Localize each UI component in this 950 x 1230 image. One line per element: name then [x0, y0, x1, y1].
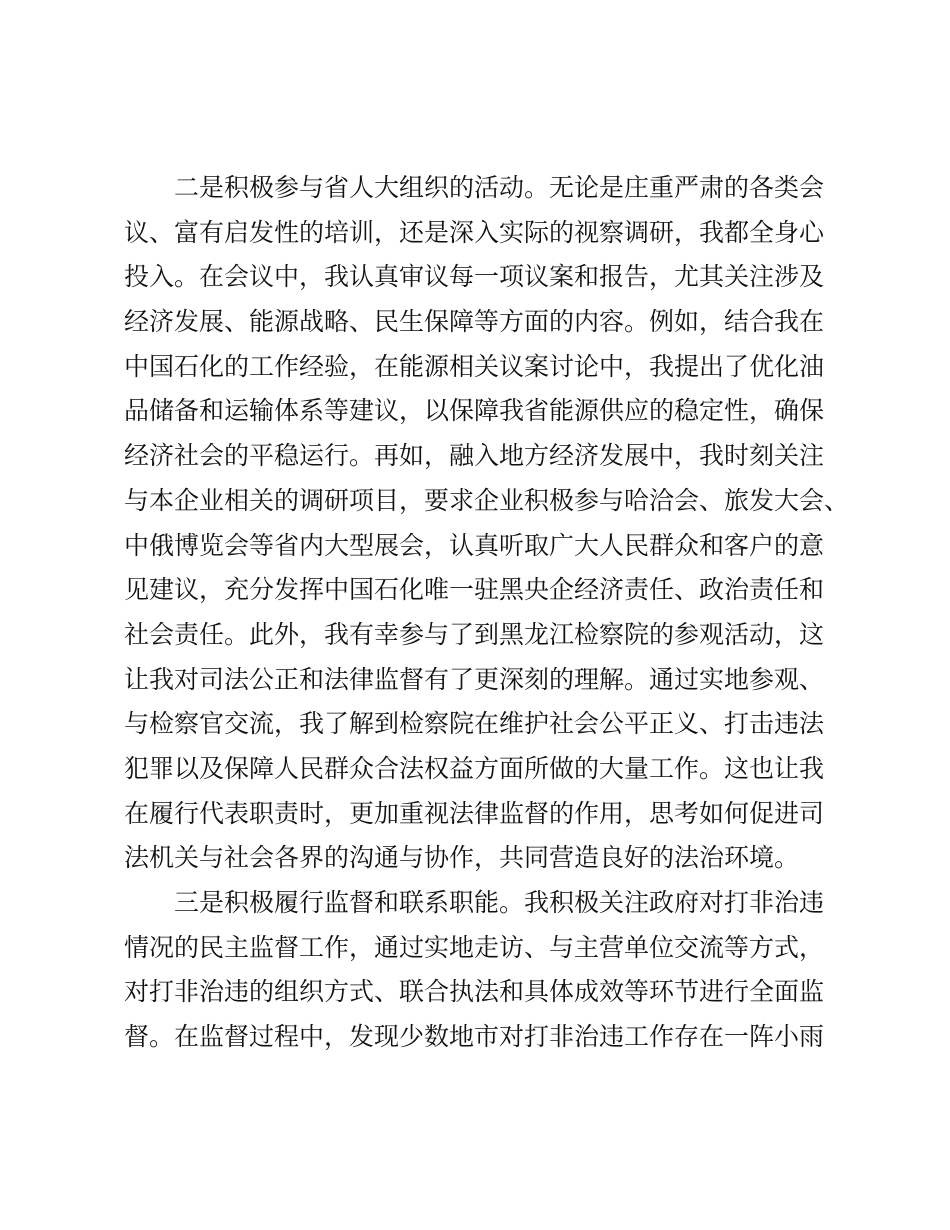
paragraph-1-line-1: 二是积极参与省人大组织的活动。无论是庄重严肃的各类会 — [174, 173, 825, 202]
paragraph-1-line-15: 在履行代表职责时，更加重视法律监督的作用，思考如何促进司 — [124, 798, 825, 828]
paragraph-1-line-13: 与检察官交流，我了解到检察院在维护社会公平正义、打击违法 — [124, 709, 825, 739]
paragraph-1-line-8: 与本企业相关的调研项目，要求企业积极参与哈洽会、旅发大会、 — [124, 485, 850, 515]
paragraph-1-line-7: 经济社会的平稳运行。再如，融入地方经济发展中，我时刻关注 — [124, 441, 825, 471]
paragraph-1-line-2: 议、富有启发性的培训，还是深入实际的视察调研，我都全身心 — [124, 217, 825, 247]
paragraph-1-line-10: 见建议，充分发挥中国石化唯一驻黑央企经济责任、政治责任和 — [124, 575, 825, 605]
paragraph-1-line-14: 犯罪以及保障人民群众合法权益方面所做的大量工作。这也让我 — [124, 753, 825, 783]
body-text — [124, 166, 850, 1060]
paragraph-1-line-9: 中俄博览会等省内大型展会，认真听取广大人民群众和客户的意 — [124, 530, 825, 560]
paragraph-1-line-11: 社会责任。此外，我有幸参与了到黑龙江检察院的参观活动，这 — [124, 619, 825, 649]
paragraph-1-line-16: 法机关与社会各界的沟通与协作，共同营造良好的法治环境。 — [124, 843, 800, 873]
paragraph-1-line-4: 经济发展、能源战略、民生保障等方面的内容。例如，结合我在 — [124, 307, 825, 337]
paragraph-2-line-4: 督。在监督过程中，发现少数地市对打非治违工作存在一阵小雨 — [124, 1022, 825, 1052]
paragraph-1-line-3: 投入。在会议中，我认真审议每一项议案和报告，尤其关注涉及 — [124, 262, 825, 292]
paragraph-1-line-6: 品储备和运输体系等建议，以保障我省能源供应的稳定性，确保 — [124, 396, 825, 426]
paragraph-1-line-5: 中国石化的工作经验，在能源相关议案讨论中，我提出了优化油 — [124, 351, 825, 381]
paragraph-2-line-1: 三是积极履行监督和联系职能。我积极关注政府对打非治违 — [174, 888, 825, 917]
paragraph-1-line-12: 让我对司法公正和法律监督有了更深刻的理解。通过实地参观、 — [124, 664, 825, 694]
paragraph-2-line-2: 情况的民主监督工作，通过实地走访、与主营单位交流等方式， — [124, 932, 825, 962]
paragraph-2-line-3: 对打非治违的组织方式、联合执法和具体成效等环节进行全面监 — [124, 977, 825, 1007]
